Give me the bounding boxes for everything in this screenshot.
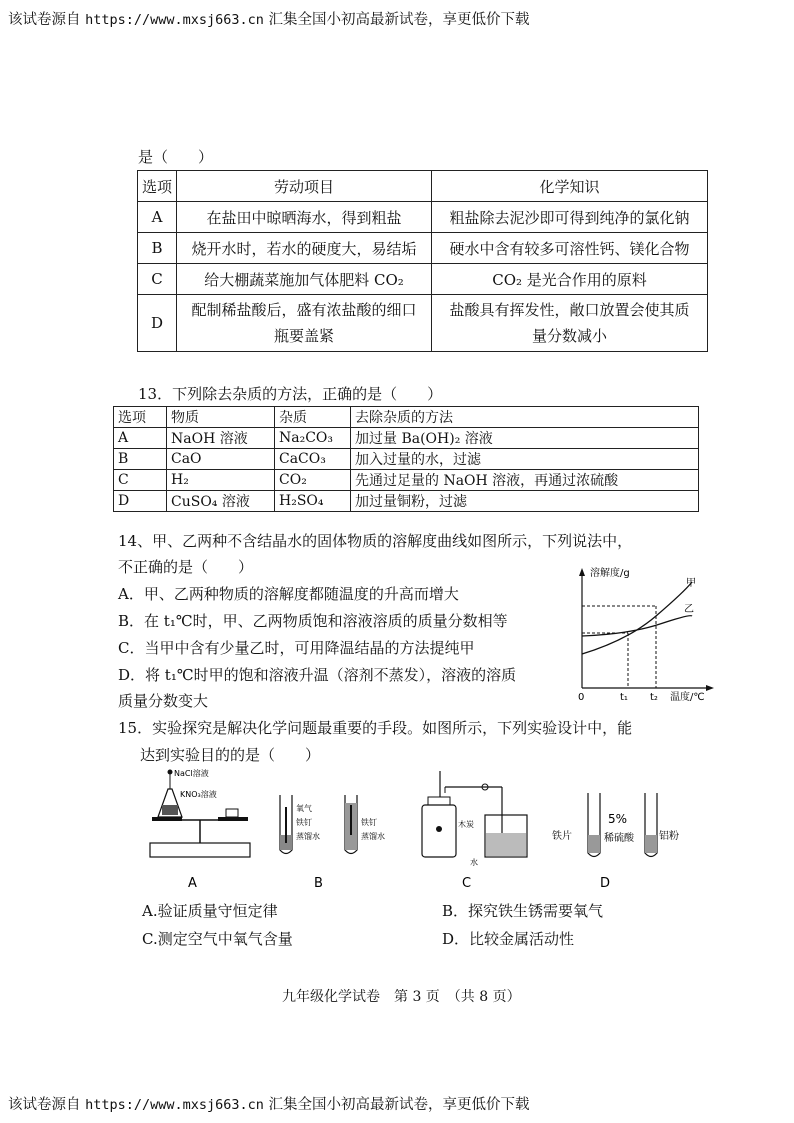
oxygen-label: 氧气 bbox=[296, 804, 312, 813]
table-row bbox=[114, 470, 699, 491]
table-row bbox=[114, 491, 699, 512]
cell: 在盐田中晾晒海水，得到粗盐 bbox=[177, 202, 432, 233]
solubility-graph bbox=[570, 560, 720, 708]
cell: 给大棚蔬菜施加气体肥料 CO₂ bbox=[177, 264, 432, 295]
table-header-row bbox=[138, 171, 708, 202]
cell: CaO bbox=[167, 449, 275, 470]
header-cell: 劳动项目 bbox=[177, 171, 432, 202]
iron-label: 铁片 bbox=[552, 831, 572, 842]
header-cell: 选项 bbox=[114, 407, 167, 428]
cell: CO₂ 是光合作用的原料 bbox=[432, 264, 708, 295]
cell bbox=[177, 295, 432, 352]
figure-b-label: B bbox=[314, 876, 323, 891]
cell: Na₂CO₃ bbox=[275, 428, 351, 449]
figure-c-label: C bbox=[462, 876, 472, 891]
header-cell: 去除杂质的方法 bbox=[351, 407, 699, 428]
table-row bbox=[114, 428, 699, 449]
header-cell: 杂质 bbox=[275, 407, 351, 428]
source-prefix: 该试卷源自 bbox=[8, 12, 81, 28]
q15-option-c: C.测定空气中氧气含量 bbox=[142, 930, 293, 948]
cell-line: 量分数减小 bbox=[531, 327, 607, 345]
cell: 加入过量的水，过滤 bbox=[351, 449, 699, 470]
cell: H₂ bbox=[167, 470, 275, 491]
figure-a-label: A bbox=[188, 876, 197, 891]
cell: B bbox=[138, 233, 177, 264]
source-suffix: 汇集全国小初高最新试卷，享更低价下载 bbox=[268, 1097, 530, 1113]
cell: 先通过足量的 NaOH 溶液，再通过浓硫酸 bbox=[351, 470, 699, 491]
cell bbox=[432, 295, 708, 352]
header-cell: 选项 bbox=[138, 171, 177, 202]
figure-c-apparatus bbox=[422, 771, 527, 867]
q13-table bbox=[113, 406, 699, 512]
cell: A bbox=[138, 202, 177, 233]
table-row bbox=[138, 264, 708, 295]
q14-option-d-line2: 质量分数变大 bbox=[118, 692, 209, 710]
water-label: 蒸馏水 bbox=[296, 832, 320, 841]
nail-label: 铁钉 bbox=[296, 818, 312, 827]
nail-label: 铁钉 bbox=[361, 818, 377, 827]
q15-stem-line2: 达到实验目的的是（ ） bbox=[140, 746, 321, 764]
cell: CuSO₄ 溶液 bbox=[167, 491, 275, 512]
cell: A bbox=[114, 428, 167, 449]
cell: CaCO₃ bbox=[275, 449, 351, 470]
cell-line: 配制稀盐酸后，盛有浓盐酸的细口 bbox=[191, 301, 417, 319]
y-axis-arrow bbox=[579, 568, 585, 576]
header-cell: 物质 bbox=[167, 407, 275, 428]
cell: D bbox=[138, 295, 177, 352]
cell: 加过量铜粉，过滤 bbox=[351, 491, 699, 512]
q14-option-b: B．在 t₁℃时，甲、乙两物质饱和溶液溶质的质量分数相等 bbox=[118, 612, 508, 630]
curve-a-label: 甲 bbox=[686, 578, 696, 589]
table-row bbox=[114, 449, 699, 470]
figure-d-label: D bbox=[600, 876, 611, 891]
source-suffix: 汇集全国小初高最新试卷，享更低价下载 bbox=[268, 12, 530, 28]
table-row bbox=[138, 202, 708, 233]
figure-d-test-tubes bbox=[552, 793, 679, 857]
t1-label: t₁ bbox=[620, 692, 628, 703]
q15-figures bbox=[140, 765, 680, 895]
table-header-row bbox=[114, 407, 699, 428]
aluminum-label: 铝粉 bbox=[659, 831, 679, 842]
cell: D bbox=[114, 491, 167, 512]
cell: 烧开水时，若水的硬度大，易结垢 bbox=[177, 233, 432, 264]
cell: 粗盐除去泥沙即可得到纯净的氯化钠 bbox=[432, 202, 708, 233]
cell: C bbox=[138, 264, 177, 295]
cell-line: 盐酸具有挥发性，敞口放置会使其质 bbox=[449, 301, 690, 319]
kno3-label: KNO₃溶液 bbox=[180, 790, 217, 799]
nacl-label: NaCl溶液 bbox=[174, 769, 209, 778]
q12-table bbox=[137, 170, 708, 352]
cell: CO₂ bbox=[275, 470, 351, 491]
q15-option-d: D．比较金属活动性 bbox=[442, 930, 575, 948]
figure-a-balance bbox=[150, 768, 250, 857]
curve-a bbox=[582, 582, 692, 654]
q14-option-c: C．当甲中含有少量乙时，可用降温结晶的方法提纯甲 bbox=[118, 639, 475, 657]
y-axis-label: 溶解度/g bbox=[590, 568, 630, 579]
water-label: 蒸馏水 bbox=[361, 832, 385, 841]
cell: B bbox=[114, 449, 167, 470]
header-cell: 化学知识 bbox=[432, 171, 708, 202]
figure-b-test-tubes bbox=[280, 795, 385, 854]
q14-stem-line2: 不正确的是（ ） bbox=[118, 558, 254, 576]
curve-b-label: 乙 bbox=[684, 604, 694, 615]
x-axis-arrow bbox=[706, 685, 714, 691]
origin-label: 0 bbox=[578, 692, 585, 703]
q15-stem-line1: 15．实验探究是解决化学问题最重要的手段。如图所示，下列实验设计中，能 bbox=[118, 719, 633, 737]
page-number: 九年级化学试卷 第 3 页 （共 8 页） bbox=[282, 989, 521, 1005]
table-row bbox=[138, 295, 708, 352]
q12-stem-tail: 是（ ） bbox=[138, 148, 214, 166]
source-prefix: 该试卷源自 bbox=[8, 1097, 81, 1113]
q15-option-b: B．探究铁生锈需要氧气 bbox=[442, 902, 604, 920]
percent-label: 5% bbox=[608, 812, 628, 826]
acid-label: 稀硫酸 bbox=[604, 833, 634, 844]
source-header bbox=[8, 8, 530, 29]
cell: C bbox=[114, 470, 167, 491]
q14-stem-line1: 14、甲、乙两种不含结晶水的固体物质的溶解度曲线如图所示，下列说法中， bbox=[118, 532, 633, 550]
cell-line: 瓶要盖紧 bbox=[273, 327, 334, 345]
water-label: 水 bbox=[470, 858, 478, 867]
t2-label: t₂ bbox=[650, 692, 658, 703]
cell: 硬水中含有较多可溶性钙、镁化合物 bbox=[432, 233, 708, 264]
x-axis-label: 温度/℃ bbox=[670, 692, 705, 703]
source-footer bbox=[8, 1093, 530, 1114]
q14-option-d: D．将 t₁℃时甲的饱和溶液升温（溶剂不蒸发），溶液的溶质 bbox=[118, 666, 517, 684]
q15-option-a: A.验证质量守恒定律 bbox=[142, 902, 278, 920]
table-row bbox=[138, 233, 708, 264]
source-url[interactable]: https://www.mxsj663.cn bbox=[85, 12, 264, 28]
cell: H₂SO₄ bbox=[275, 491, 351, 512]
cell: NaOH 溶液 bbox=[167, 428, 275, 449]
q13-stem: 13．下列除去杂质的方法，正确的是（ ） bbox=[138, 385, 443, 403]
charcoal-label: 木炭 bbox=[458, 820, 474, 829]
cell: 加过量 Ba(OH)₂ 溶液 bbox=[351, 428, 699, 449]
source-url[interactable]: https://www.mxsj663.cn bbox=[85, 1097, 264, 1113]
q14-option-a: A．甲、乙两种物质的溶解度都随温度的升高而增大 bbox=[118, 585, 459, 603]
